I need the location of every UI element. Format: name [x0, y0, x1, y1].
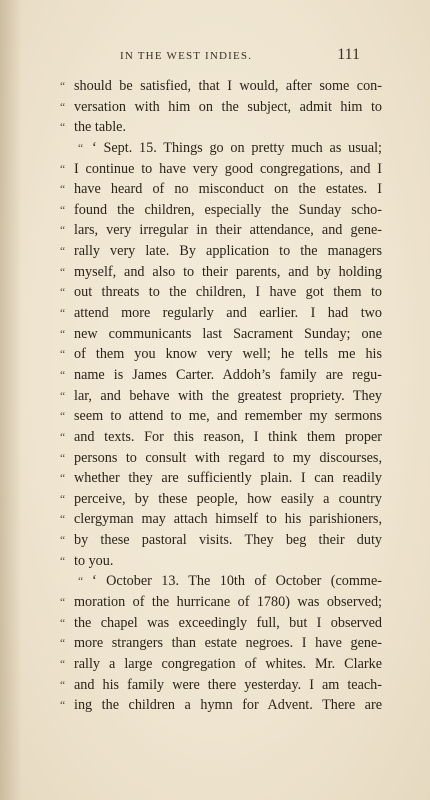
- text-line: [60, 117, 382, 138]
- line-text: attend more regularly and earlier. I had two: [74, 305, 382, 322]
- line-text: lar, and behave with the greatest propriety. They: [74, 387, 382, 404]
- text-line: [60, 448, 382, 469]
- line-text: to you.: [74, 552, 114, 569]
- quote-mark: “: [60, 617, 66, 630]
- quote-mark: “: [60, 122, 66, 135]
- text-line: [60, 179, 382, 200]
- text-line: [60, 406, 382, 427]
- quote-mark: “: [60, 638, 66, 651]
- line-text: out threats to the children, I have got them to: [74, 284, 382, 301]
- text-line: [60, 365, 382, 386]
- page-number: 111: [337, 46, 360, 63]
- quote-mark: “: [60, 597, 66, 610]
- quote-mark: “: [60, 101, 66, 114]
- quote-mark: “: [60, 246, 66, 259]
- quote-mark: “: [60, 700, 66, 713]
- text-line: [60, 613, 382, 634]
- line-text: more strangers than estate negroes. I have gene-: [74, 635, 382, 652]
- text-line: [60, 220, 382, 241]
- text-line: [60, 324, 382, 345]
- text-line: [60, 468, 382, 489]
- line-text: and his family were there yesterday. I am teach-: [74, 676, 382, 693]
- quote-mark: “: [60, 473, 66, 486]
- running-title: IN THE WEST INDIES.: [120, 50, 253, 62]
- text-line: [60, 200, 382, 221]
- text-line: [60, 262, 382, 283]
- quote-mark: “: [60, 328, 66, 341]
- quote-mark: “: [78, 576, 84, 589]
- line-text: I continue to have very good congregations, and I: [74, 160, 382, 177]
- line-text: name is James Carter. Addoh’s family are regu-: [74, 366, 382, 383]
- line-text: rally very late. By application to the managers: [74, 243, 382, 260]
- line-text: found the children, especially the Sunday scho-: [74, 201, 382, 218]
- text-line: [60, 386, 382, 407]
- line-text: of them you know very well; he tells me his: [74, 346, 382, 363]
- quote-mark: “: [60, 266, 66, 279]
- quote-mark: “: [60, 204, 66, 217]
- line-text: the table.: [74, 119, 126, 136]
- page-header: [70, 46, 360, 66]
- quote-mark: “: [60, 555, 66, 568]
- quote-mark: “: [78, 142, 84, 155]
- quote-mark: “: [60, 411, 66, 424]
- quote-mark: “: [60, 349, 66, 362]
- line-text: seem to attend to me, and remember my sermons: [74, 408, 382, 425]
- text-line: [60, 551, 382, 572]
- line-text: persons to consult with regard to my discourses,: [74, 449, 382, 466]
- quote-mark: “: [60, 163, 66, 176]
- line-text: rally a large congregation of whites. Mr. Clarke: [74, 655, 382, 672]
- line-text: have heard of no misconduct on the estates. I: [74, 181, 382, 198]
- text-line: [60, 76, 382, 97]
- text-line: [60, 427, 382, 448]
- text-line: [60, 241, 382, 262]
- quote-mark: “: [60, 679, 66, 692]
- text-line: [60, 695, 382, 716]
- quote-mark: “: [60, 81, 66, 93]
- line-text: lars, very irregular in their attendance, and gene-: [74, 222, 382, 239]
- text-line: [60, 530, 382, 551]
- line-text: whether they are sufficiently plain. I can readily: [74, 470, 382, 487]
- line-text: ‘ October 13. The 10th of October (comme-: [92, 573, 382, 590]
- line-text: by these pastoral visits. They beg their duty: [74, 532, 382, 549]
- text-line: [60, 509, 382, 530]
- text-line: [60, 571, 382, 592]
- text-line: [60, 303, 382, 324]
- quote-mark: “: [60, 658, 66, 671]
- text-line: [60, 654, 382, 675]
- quote-mark: “: [60, 225, 66, 238]
- line-text: ‘ Sept. 15. Things go on pretty much as usual;: [92, 139, 382, 156]
- text-line: [60, 489, 382, 510]
- text-line: [60, 138, 382, 159]
- body-text: [60, 76, 382, 716]
- text-line: [60, 159, 382, 180]
- quote-mark: “: [60, 184, 66, 197]
- quote-mark: “: [60, 452, 66, 465]
- line-text: clergyman may attach himself to his parishioners,: [74, 511, 382, 528]
- quote-mark: “: [60, 514, 66, 527]
- text-line: [60, 675, 382, 696]
- quote-mark: “: [60, 369, 66, 382]
- quote-mark: “: [60, 287, 66, 300]
- text-line: [60, 97, 382, 118]
- text-line: [60, 282, 382, 303]
- quote-mark: “: [60, 431, 66, 444]
- text-line: [60, 592, 382, 613]
- line-text: the chapel was exceedingly full, but I observed: [74, 614, 382, 631]
- text-line: [60, 344, 382, 365]
- quote-mark: “: [60, 493, 66, 506]
- quote-mark: “: [60, 390, 66, 403]
- line-text: new communicants last Sacrament Sunday; one: [74, 325, 382, 342]
- quote-mark: “: [60, 308, 66, 321]
- text-line: [60, 633, 382, 654]
- line-text: ing the children a hymn for Advent. There are: [74, 697, 382, 714]
- line-text: should be satisfied, that I would, after some con-: [74, 78, 382, 94]
- line-text: moration of the hurricane of 1780) was observed;: [74, 594, 382, 611]
- line-text: and texts. For this reason, I think them proper: [74, 428, 382, 445]
- line-text: myself, and also to their parents, and by holding: [74, 263, 382, 280]
- line-text: perceive, by these people, how easily a country: [74, 490, 382, 507]
- line-text: versation with him on the subject, admit him to: [74, 98, 382, 115]
- quote-mark: “: [60, 535, 66, 548]
